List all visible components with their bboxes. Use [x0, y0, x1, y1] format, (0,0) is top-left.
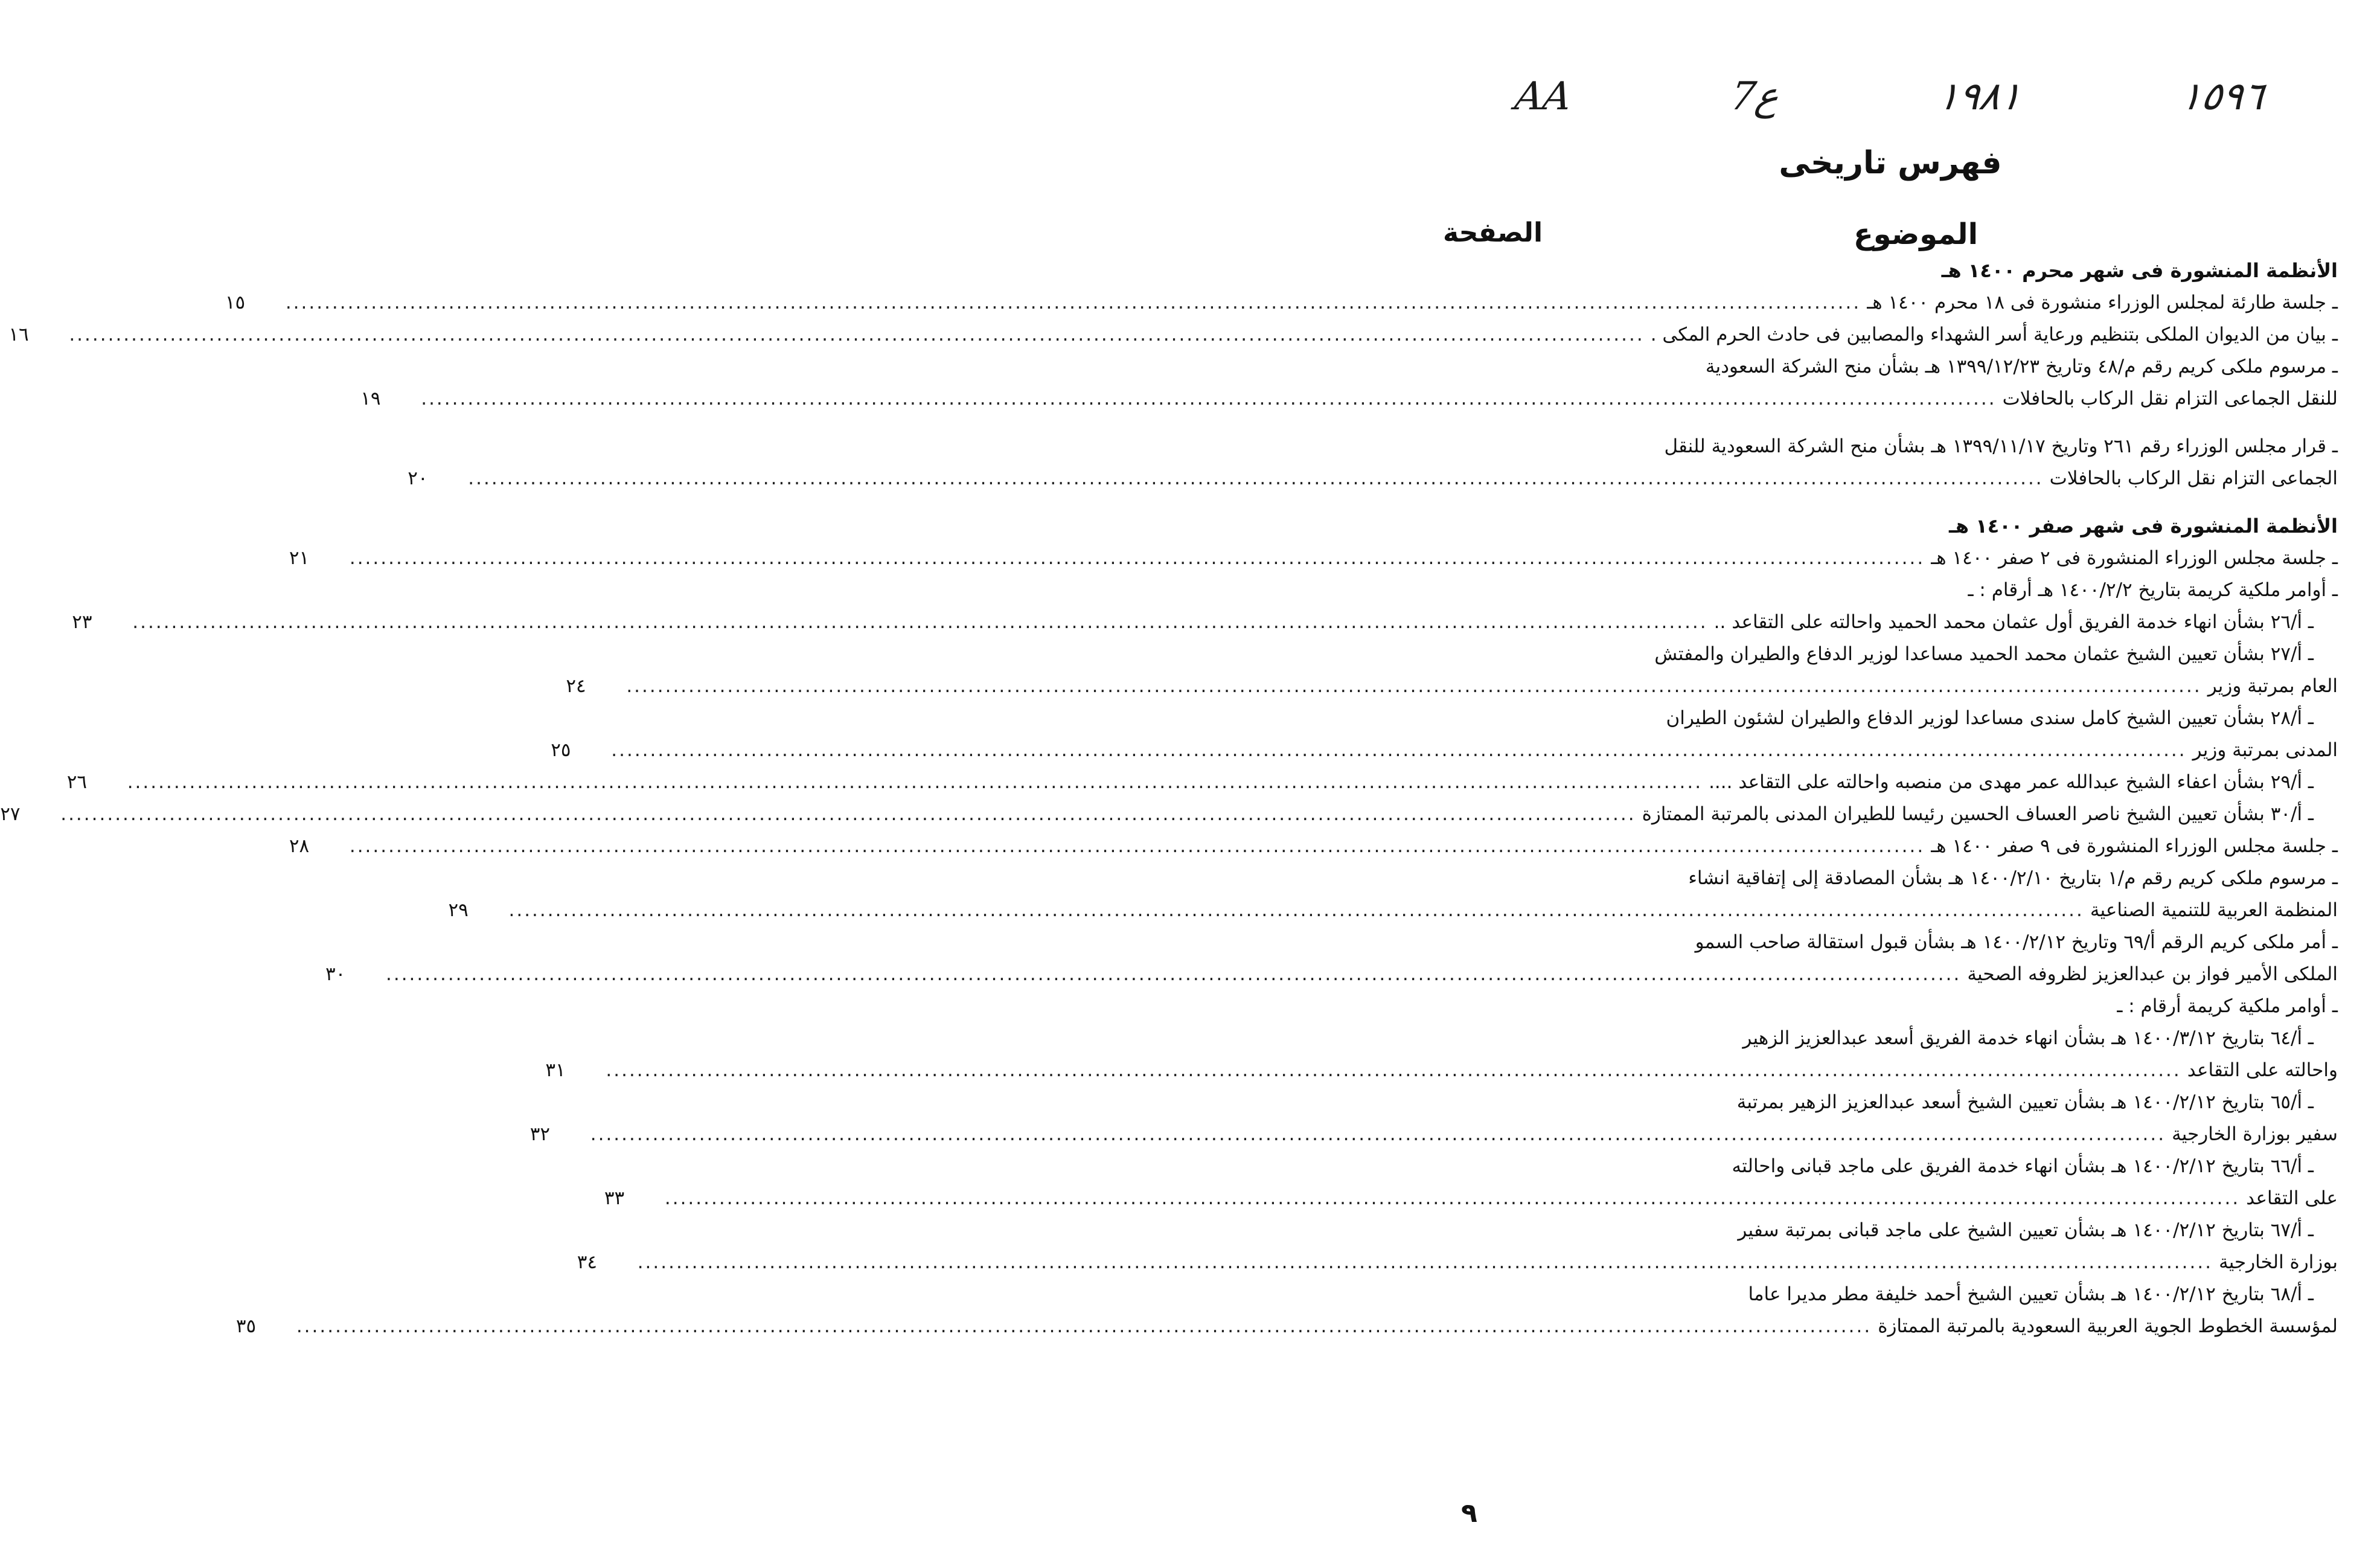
- toc-entry: [1456, 1022, 2338, 1054]
- toc-page-number: ٢٤: [566, 675, 586, 697]
- toc-entry-text: ـ جلسة مجلس الوزراء المنشورة فى ٢ صفر ١٤٠٠ هـ: [1931, 547, 2338, 569]
- toc-entry: [72, 606, 2338, 638]
- toc-entry-text: الأنظمة المنشورة فى شهر صفر ١٤٠٠ هـ: [1948, 515, 2338, 538]
- dot-leader: ...........................................................................................................................................................................................................: [611, 739, 2187, 761]
- toc-entry: [1456, 1215, 2338, 1247]
- toc-entry-text: العام بمرتبة وزير: [2207, 675, 2338, 697]
- toc-entry-text: المدنى بمرتبة وزير: [2192, 739, 2338, 761]
- toc-entry: [1456, 990, 2338, 1022]
- toc-entry-text: بوزارة الخارجية: [2219, 1251, 2338, 1273]
- toc-page-number: ٢٣: [72, 611, 92, 633]
- dot-leader: [1517, 431, 1659, 463]
- toc-entry-text: ـ أ/٦٨ بتاريخ ١٤٠٠/٢/١٢ هـ بشأن تعيين الشيخ أحمد خليفة مطر مديرا عاما: [1748, 1283, 2314, 1305]
- toc-entry-text: ـ جلسة طارئة لمجلس الوزراء منشورة فى ١٨ محرم ١٤٠٠ هـ: [1867, 292, 2338, 313]
- toc-section-heading: [1456, 510, 2338, 542]
- toc-entry: [289, 830, 2338, 862]
- toc-entry-text: ـ قرار مجلس الوزراء رقم ٢٦١ وتاريخ ١٣٩٩/١١/١٧ هـ بشأن منح الشركة السعودية للنقل: [1664, 435, 2338, 457]
- toc-entry: [1456, 638, 2338, 670]
- dot-leader: [1517, 1150, 1726, 1183]
- toc-entry: [289, 542, 2338, 574]
- toc-page-number: ٢٠: [408, 467, 428, 489]
- toc-entry-text: ـ أ/٢٩ بشأن اعفاء الشيخ عبدالله عمر مهدى من منصبه واحالته على التقاعد ....: [1709, 771, 2314, 793]
- dot-leader: ...........................................................................................................................................................................................................: [349, 835, 1925, 857]
- toc-page-number: ٢٩: [448, 899, 469, 921]
- toc-entry: [1456, 702, 2338, 734]
- dot-leader: ...........................................................................................................................................................................................................: [421, 388, 1997, 409]
- handwritten-mark-3: ١٩٨١: [1935, 74, 2025, 119]
- toc-entry: [1456, 1279, 2338, 1311]
- toc-entry: [529, 1118, 2338, 1150]
- dot-leader: ...........................................................................................................................................................................................................: [349, 547, 1925, 569]
- toc-entry: [551, 734, 2338, 766]
- dot-leader: [1517, 638, 1648, 670]
- toc-page-number: ١٥: [225, 292, 246, 313]
- dot-leader: ...........................................................................................................................................................................................................: [637, 1251, 2213, 1273]
- dot-leader: [1517, 926, 1689, 958]
- toc-entry-text: ـ أ/٢٦ بشأن انهاء خدمة الفريق أول عثمان محمد الحميد واحالته على التقاعد ..: [1713, 611, 2314, 633]
- toc-entry-text: واحالته على التقاعد: [2187, 1059, 2338, 1081]
- dot-leader: ...........................................................................................................................................................................................................: [468, 467, 2044, 489]
- dot-leader: ...........................................................................................................................................................................................................: [664, 1187, 2241, 1209]
- dot-leader: ...........................................................................................................................................................................................................: [508, 899, 2084, 921]
- dot-leader: [1517, 702, 1660, 734]
- page-column-header: الصفحة: [1443, 217, 1543, 248]
- toc-page-number: ٢٧: [0, 803, 21, 825]
- toc-entry-text: ـ أ/٦٧ بتاريخ ١٤٠٠/٢/١٢ هـ بشأن تعيين الشيخ على ماجد قبانى بمرتبة سفير: [1738, 1219, 2314, 1241]
- toc-entry: [235, 1311, 2338, 1343]
- dot-leader: ...........................................................................................................................................................................................................: [386, 963, 1962, 985]
- toc-entry-text: ـ أ/٢٨ بشأن تعيين الشيخ كامل سندى مساعدا لوزير الدفاع والطيران لشئون الطيران: [1666, 707, 2314, 729]
- toc-entry-text: ـ أ/٢٧ بشأن تعيين الشيخ عثمان محمد الحميد مساعدا لوزير الدفاع والطيران والمفتش: [1654, 643, 2314, 665]
- toc-entry: [577, 1247, 2338, 1279]
- toc-entry: [1456, 351, 2338, 383]
- dot-leader: ...........................................................................................................................................................................................................: [296, 1315, 1872, 1337]
- toc-page-number: ٣٤: [577, 1251, 598, 1273]
- dot-leader: ...........................................................................................................................................................................................................: [606, 1059, 2181, 1081]
- dot-leader: [1517, 1279, 1742, 1311]
- toc-entry: [604, 1183, 2338, 1215]
- dot-leader: ...........................................................................................................................................................................................................: [69, 324, 1645, 345]
- dot-leader: [1517, 1215, 1732, 1247]
- toc-page-number: ٣٣: [604, 1187, 625, 1209]
- toc-entry: [566, 670, 2338, 702]
- toc-entry-text: الجماعى التزام نقل الركاب بالحافلات: [2049, 467, 2338, 489]
- toc-page-number: ٣٢: [529, 1123, 551, 1145]
- toc-entry-text: ـ أ/٦٥ بتاريخ ١٤٠٠/٢/١٢ هـ بشأن تعيين الشيخ أسعد عبدالعزيز الزهير بمرتبة: [1736, 1091, 2314, 1113]
- toc-page-number: ٣١: [545, 1059, 566, 1081]
- toc-entry-text: للنقل الجماعى التزام نقل الركاب بالحافلات: [2002, 388, 2338, 409]
- page-number: ٩: [1461, 1498, 1477, 1529]
- toc-entry: [1456, 862, 2338, 894]
- dot-leader: [1517, 255, 1936, 287]
- dot-leader: [1517, 510, 1943, 542]
- dot-leader: [1517, 574, 1962, 606]
- toc-page-number: ٣٠: [325, 963, 346, 985]
- handwritten-mark-1: AA: [1512, 74, 1575, 119]
- toc-entry-text: سفير بوزارة الخارجية: [2172, 1123, 2338, 1145]
- handwritten-mark-2: 7ع: [1727, 74, 1782, 119]
- toc-entry-text: ـ مرسوم ملكى كريم رقم م/١ بتاريخ ١٤٠٠/٢/١٠ هـ بشأن المصادقة إلى إتفاقية انشاء: [1688, 867, 2338, 889]
- toc-entry: [1456, 574, 2338, 606]
- dot-leader: [1517, 351, 1700, 383]
- dot-leader: ...........................................................................................................................................................................................................: [127, 771, 1703, 793]
- toc-entry: [360, 383, 2338, 415]
- dot-leader: [1517, 1022, 1736, 1054]
- toc-entry-text: ـ أوامر ملكية كريمة أرقام : ـ: [2117, 995, 2338, 1017]
- toc-entry: [448, 894, 2338, 926]
- toc-entry: [1456, 926, 2338, 958]
- page-title: فهرس تاريخى: [1779, 145, 2002, 181]
- toc-entry-text: الملكى الأمير فواز بن عبدالعزيز لظروفه الصحية: [1967, 963, 2338, 985]
- toc-entry-text: الأنظمة المنشورة فى شهر محرم ١٤٠٠ هـ: [1941, 259, 2338, 282]
- toc-page-number: ١٩: [360, 388, 381, 409]
- toc-entry-text: المنظمة العربية للتنمية الصناعية: [2090, 899, 2338, 921]
- table-of-contents: [0, 252, 2338, 1343]
- toc-page-number: ٢٨: [289, 835, 310, 857]
- toc-entry: [545, 1054, 2338, 1086]
- toc-page-number: ٢٥: [551, 739, 571, 761]
- handwritten-mark-4: ١٥٩٦: [2178, 74, 2268, 119]
- dot-leader: ...........................................................................................................................................................................................................: [590, 1123, 2166, 1145]
- toc-entry-text: ـ أمر ملكى كريم الرقم أ/٦٩ وتاريخ ١٤٠٠/٢/١٢ هـ بشأن قبول استقالة صاحب السمو: [1695, 931, 2338, 953]
- toc-entry: [408, 463, 2338, 495]
- toc-entry-text: ـ أ/٦٤ بتاريخ ١٤٠٠/٣/١٢ هـ بشأن انهاء خدمة الفريق أسعد عبدالعزيز الزهير: [1742, 1027, 2314, 1049]
- toc-entry: [225, 287, 2338, 319]
- toc-entry-text: على التقاعد: [2246, 1187, 2338, 1209]
- dot-leader: [1517, 990, 2111, 1022]
- toc-entry: [1456, 431, 2338, 463]
- toc-entry-text: ـ بيان من الديوان الملكى بتنظيم ورعاية أسر الشهداء والمصابين فى حادث الحرم المكى .: [1650, 324, 2338, 345]
- toc-page-number: ٣٥: [235, 1315, 257, 1337]
- dot-leader: ...........................................................................................................................................................................................................: [285, 292, 1861, 313]
- toc-entry: [0, 798, 2338, 830]
- toc-entry-text: ـ أ/٦٦ بتاريخ ١٤٠٠/٢/١٢ هـ بشأن انهاء خدمة الفريق على ماجد قبانى واحالته: [1732, 1155, 2314, 1177]
- toc-page-number: ٢٦: [66, 771, 88, 793]
- toc-page-number: ١٦: [8, 324, 29, 345]
- toc-entry: [1456, 1086, 2338, 1118]
- dot-leader: ...........................................................................................................................................................................................................: [626, 675, 2202, 697]
- toc-entry: [66, 766, 2338, 798]
- toc-entry-text: ـ أوامر ملكية كريمة بتاريخ ١٤٠٠/٢/٢ هـ أرقام : ـ: [1968, 579, 2338, 601]
- toc-entry: [1456, 1150, 2338, 1183]
- toc-entry: [325, 958, 2338, 990]
- dot-leader: ...........................................................................................................................................................................................................: [132, 611, 1708, 633]
- toc-page-number: ٢١: [289, 547, 310, 569]
- toc-entry: [8, 319, 2338, 351]
- dot-leader: [1517, 862, 1682, 894]
- toc-entry-text: ـ أ/٣٠ بشأن تعيين الشيخ ناصر العساف الحسين رئيسا للطيران المدنى بالمرتبة الممتازة: [1642, 803, 2314, 825]
- dot-leader: ...........................................................................................................................................................................................................: [60, 803, 1636, 825]
- dot-leader: [1517, 1086, 1731, 1118]
- toc-entry-text: لمؤسسة الخطوط الجوية العربية السعودية بالمرتبة الممتازة: [1878, 1315, 2338, 1337]
- toc-section-heading: [1456, 255, 2338, 287]
- handwritten-reference-numbers: [1512, 69, 2268, 124]
- subject-column-header: الموضوع: [1854, 217, 1979, 251]
- toc-entry-text: ـ مرسوم ملكى كريم رقم م/٤٨ وتاريخ ١٣٩٩/١٢/٢٣ هـ بشأن منح الشركة السعودية: [1705, 356, 2338, 377]
- toc-entry-text: ـ جلسة مجلس الوزراء المنشورة فى ٩ صفر ١٤٠٠ هـ: [1931, 835, 2338, 857]
